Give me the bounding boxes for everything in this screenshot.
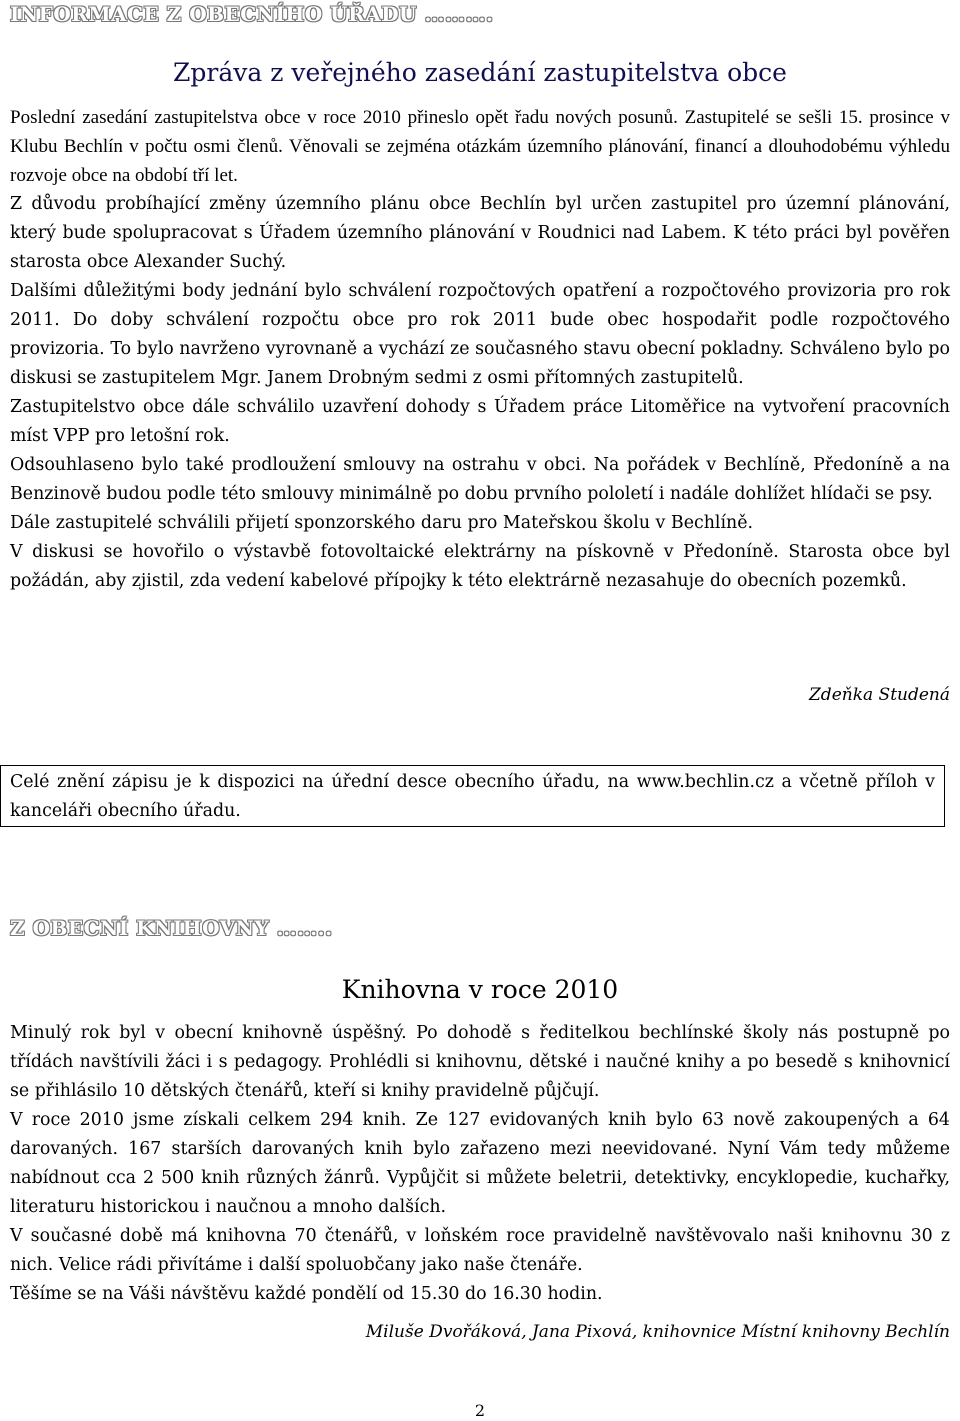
- article-title-council-meeting: Zpráva z veřejného zasedání zastupitelstva obce: [173, 58, 787, 87]
- paragraph: V diskusi se hovořilo o výstavbě fotovoltaické elektrárny na pískovně v Předoníně. Starosta obce byl požádán, aby zjistil, zda vedení kabelové přípojky k této elektrárně nezasahuje do obecních pozemků.: [10, 542, 950, 591]
- paragraph: Zastupitelstvo obce dále schválilo uzavření dohody s Úřadem práce Litoměřice na vytvoření pracovních míst VPP pro letošní rok.: [10, 397, 950, 446]
- paragraph: V současné době má knihovna 70 čtenářů, v loňském roce pravidelně navštěvovalo naši knihovnu 30 z nich. Velice rádi přivítáme i další spoluobčany jako naše čtenáře.: [10, 1226, 950, 1275]
- paragraph: Odsouhlaseno bylo také prodloužení smlouvy na ostrahu v obci. Na pořádek v Bechlíně, Předoníně a na Benzinově budou podle této smlouvy minimálně po dobu prvního pololetí i nadále dohlížet hlídači se psy.: [10, 455, 950, 504]
- notice-box: [0, 765, 945, 827]
- paragraph: Těšíme se na Váši návštěvu každé pondělí od 15.30 do 16.30 hodin.: [10, 1284, 603, 1304]
- section-header-library: Z OBECNÍ KNIHOVNY ……..: [10, 916, 333, 940]
- notice-text: Celé znění zápisu je k dispozici na úřední desce obecního úřadu, na www.bechlin.cz a včetně příloh v kanceláři obecního úřadu.: [10, 772, 935, 821]
- article-body-library: [10, 1019, 950, 1309]
- article-title-library: Knihovna v roce 2010: [341, 975, 619, 1004]
- paragraph: Poslední zasedání zastupitelstva obce v roce 2010 přineslo opět řadu nových posunů. Zastupitelé se sešli 15. prosince v Klubu Bechlín v počtu osmi členů. Věnovali se zejména otázkám územního plánování, financí a dlouhodobému výhledu rozvoje obce na období tří let.: [10, 107, 950, 186]
- paragraph: Dále zastupitelé schválili přijetí sponzorského daru pro Mateřskou školu v Bechlíně.: [10, 513, 754, 533]
- page-number: 2: [474, 1401, 486, 1420]
- author-signature: Zdeňka Studená: [809, 685, 950, 705]
- paragraph: Dalšími důležitými body jednání bylo schválení rozpočtových opatření a rozpočtového provizoria pro rok 2011. Do doby schválení rozpočtu obce pro rok 2011 bude obec hospodařit podle rozpočtového provizoria. To bylo navrženo vyrovnaně a vychází ze současného stavu obecní pokladny. Schváleno bylo po diskusi se zastupitelem Mgr. Janem Drobným sedmi z osmi přítomných zastupitelů.: [10, 281, 950, 388]
- section-header-municipal-office: INFORMACE Z OBECNÍHO ÚŘADU ……….: [10, 2, 494, 26]
- paragraph: Minulý rok byl v obecní knihovně úspěšný. Po dohodě s ředitelkou bechlínské školy nás postupně po třídách navštívili žáci i s pedagogy. Prohlédli si knihovnu, dětské i naučné knihy a po besedě s knihovnicí se přihlásilo 10 dětských čtenářů, kteří si knihy pravidelně půjčují.: [10, 1023, 950, 1101]
- paragraph: Z důvodu probíhající změny územního plánu obce Bechlín byl určen zastupitel pro územní plánování, který bude spolupracovat s Úřadem územního plánování v Roudnici nad Labem. K této práci byl pověřen starosta obce Alexander Suchý.: [10, 194, 950, 272]
- authors-signature: Miluše Dvořáková, Jana Pixová, knihovnice Místní knihovny Bechlín: [365, 1322, 950, 1342]
- paragraph: V roce 2010 jsme získali celkem 294 knih. Ze 127 evidovaných knih bylo 63 nově zakoupených a 64 darovaných. 167 starších darovaných knih bylo zařazeno mezi neevidované. Nyní Vám tedy můžeme nabídnout cca 2 500 knih různých žánrů. Vypůjčit si můžete beletrii, detektivky, encyklopedie, kuchařky, literaturu historickou i naučnou a mnoho dalších.: [10, 1110, 950, 1217]
- article-body-council-meeting: [10, 103, 950, 596]
